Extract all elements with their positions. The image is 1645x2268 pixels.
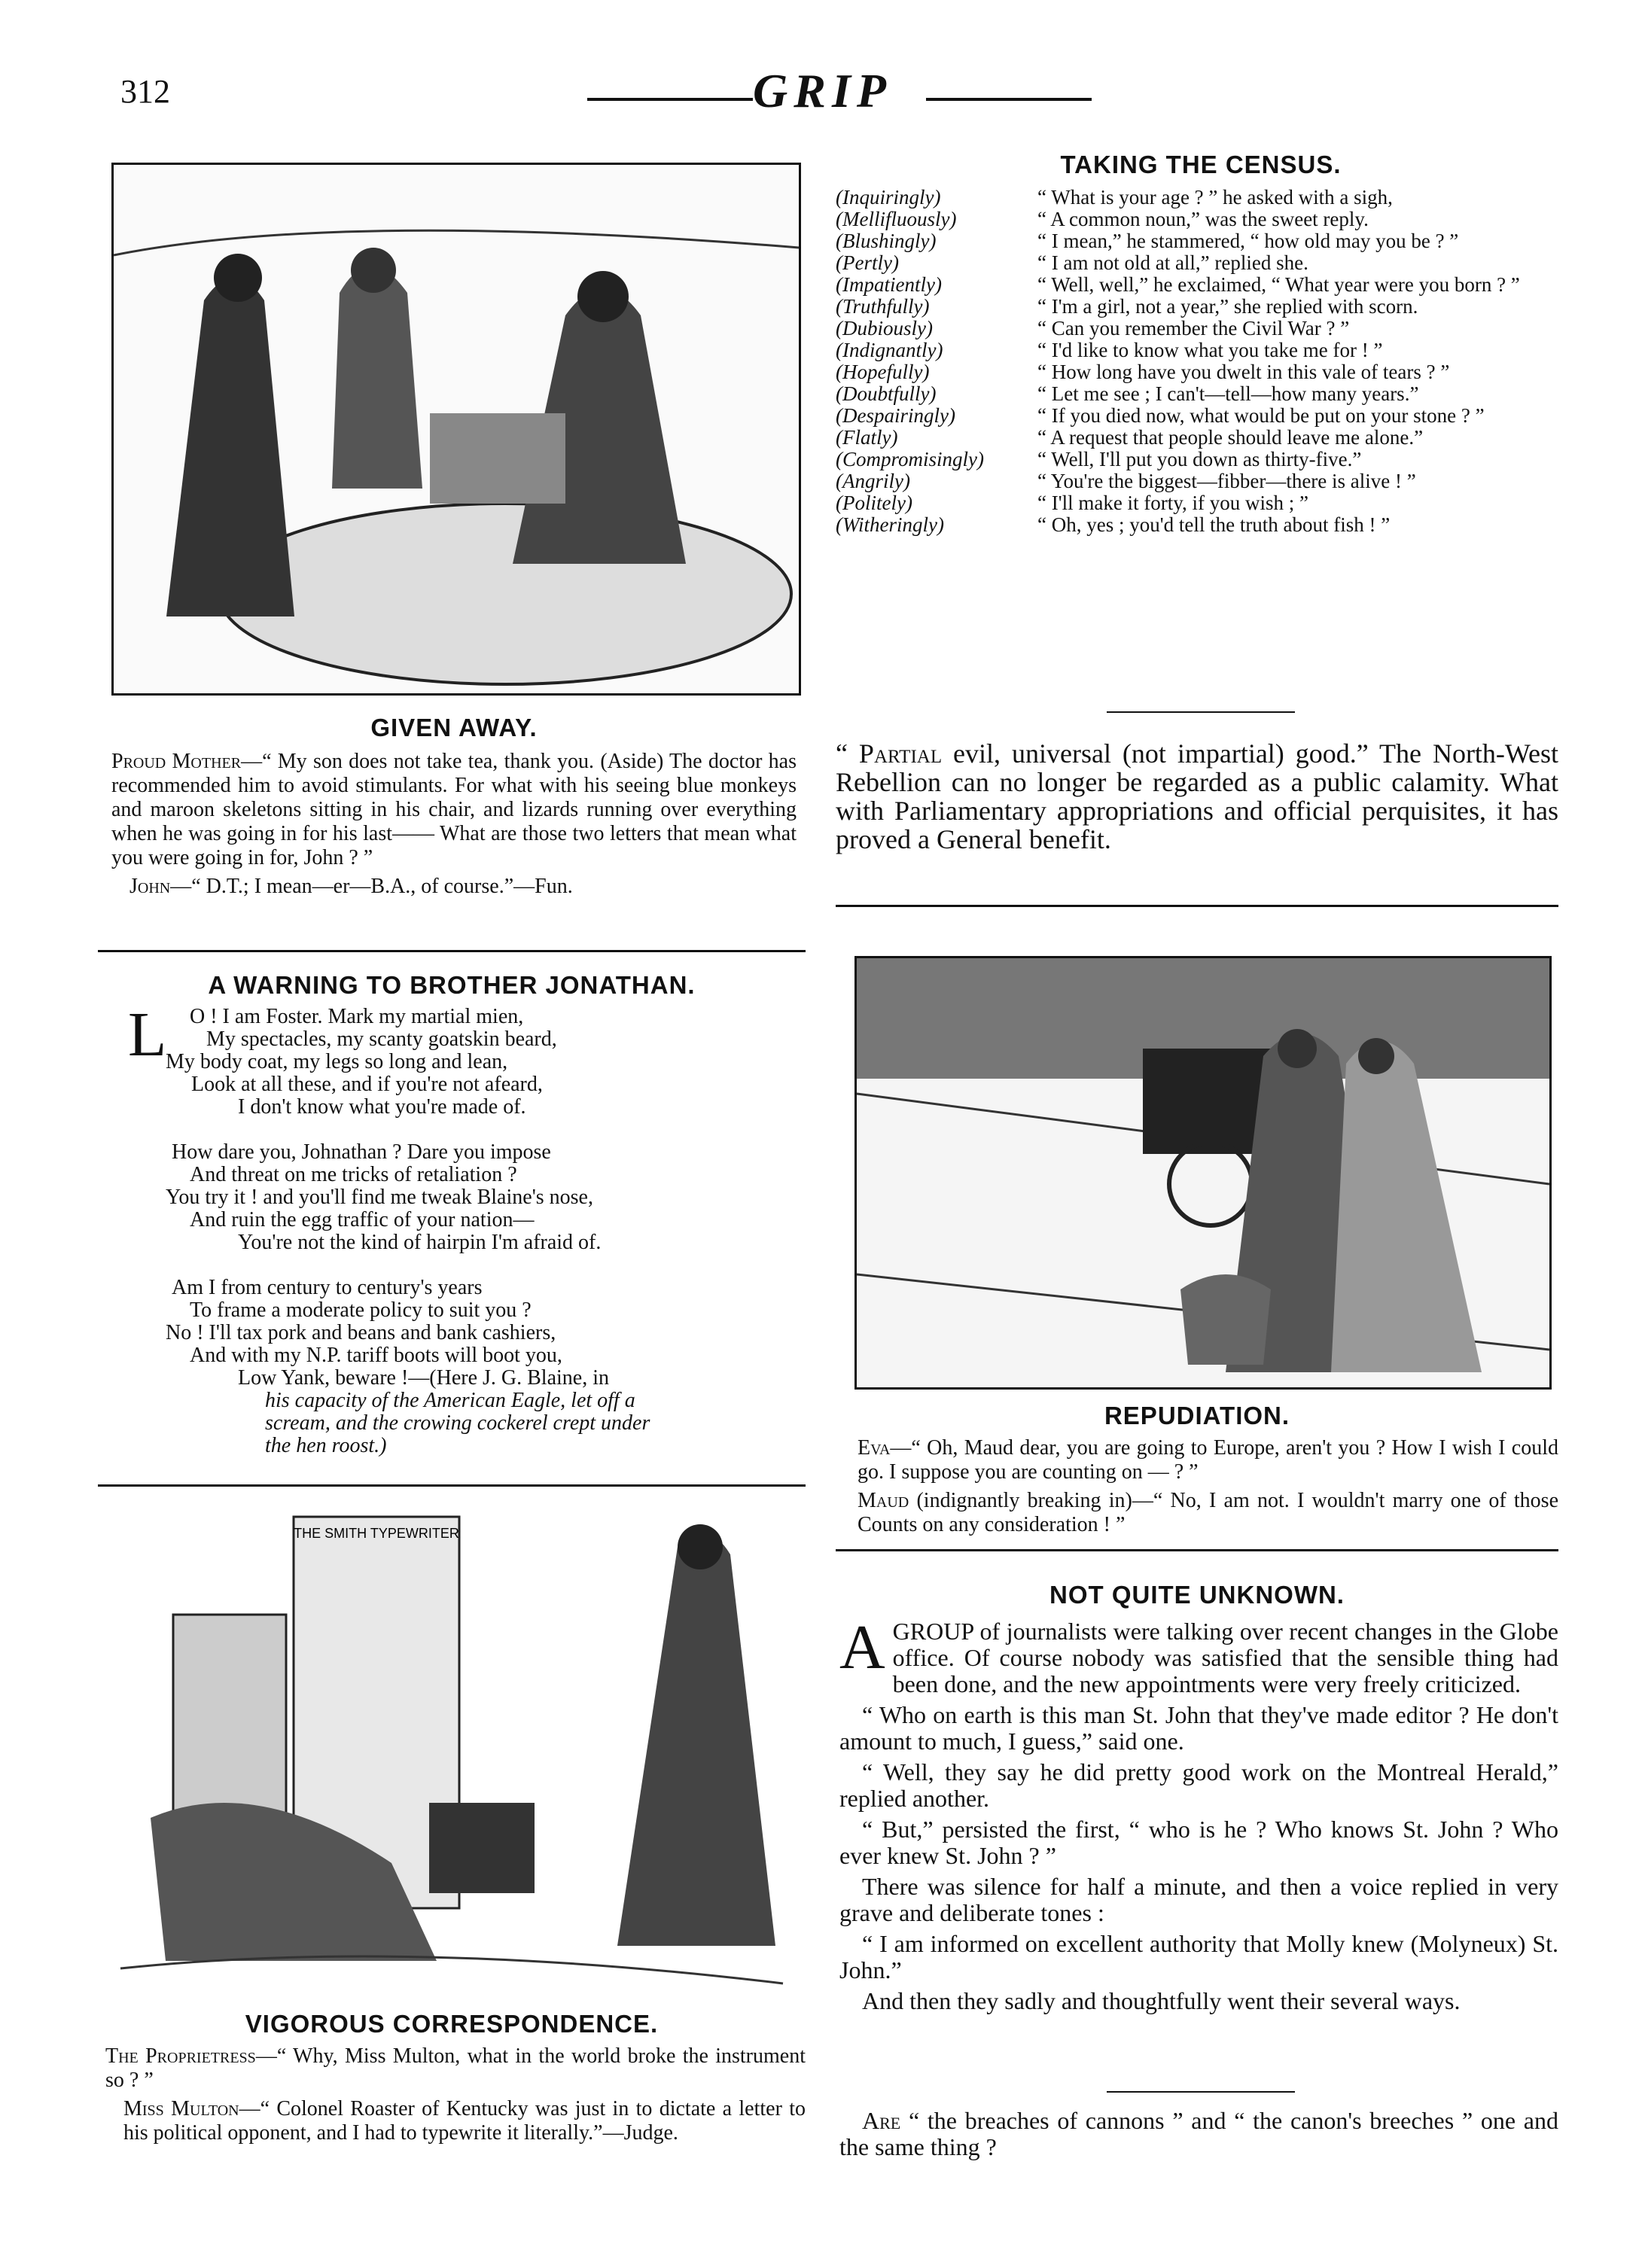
census-adverb: (Compromisingly) [836,448,984,470]
census-row [836,405,1566,427]
divider [98,1484,806,1487]
speaker-eva: Eva [858,1436,891,1460]
census-line: “ I'd like to know what you take me for ! ” [1037,339,1383,361]
census-row [836,383,1566,405]
census-adverb: (Witheringly) [836,513,944,536]
census-row [836,449,1566,470]
unknown-para: GROUP of journalists were talking over recent changes in the Globe office. Of course nobody was satisfied that the sensible thing had been done, and the new appointments were very freely criticized. [892,1618,1558,1697]
partial-evil-text [836,739,1558,854]
census-line: “ Well, I'll put you down as thirty-five.” [1037,448,1362,470]
census-adverb: (Blushingly) [836,230,937,252]
warning-poem [128,1000,806,1457]
census-row [836,209,1566,230]
poem-line: O ! I am Foster. Mark my martial mien, [190,1005,524,1028]
poem-line: I don't know what you're made of. [238,1095,526,1119]
poem-line: My body coat, my legs so long and lean, [166,1050,508,1073]
census-adverb: (Dubiously) [836,317,933,339]
unknown-para: And then they sadly and thoughtfully went their several ways. [862,1987,1461,2014]
given-away-text [111,750,797,903]
cannons-body: “ the breaches of cannons ” and “ the canon's breeches ” one and the same thing ? [839,2107,1558,2160]
census-line: “ I mean,” he stammered, “ how old may you be ? ” [1037,230,1459,252]
census-row [836,492,1566,514]
census-line: “ You're the biggest—fibber—there is alive ! ” [1037,470,1416,492]
header-rule-right [926,98,1092,101]
unknown-para: “ Well, they say he did pretty good work on the Montreal Herald,” replied another. [839,1758,1558,1812]
census-row [836,318,1566,339]
poem-line: You try it ! and you'll find me tweak Blaine's nose, [166,1186,593,1209]
poem-line: Look at all these, and if you're not afeard, [191,1073,543,1096]
census-row [836,339,1566,361]
census-line: “ Let me see ; I can't—tell—how many years.” [1037,382,1419,405]
short-divider [1107,711,1295,713]
repudiation-text [839,1436,1558,1542]
poem-line: the hen roost.) [265,1434,387,1457]
census-row [836,427,1566,449]
census-adverb: (Flatly) [836,426,898,449]
census-row [836,470,1566,492]
census-adverb: (Indignantly) [836,339,943,361]
census-line: “ I am not old at all,” replied she. [1037,251,1308,274]
unknown-dropcap: A [839,1612,885,1682]
divider [836,1549,1558,1551]
census-line: “ I'll make it forty, if you wish ; ” [1037,492,1309,514]
poem-line: You're not the kind of hairpin I'm afraid of. [238,1231,602,1254]
census-line: “ What is your age ? ” he asked with a sigh, [1037,186,1393,209]
census-line: “ A request that people should leave me alone.” [1037,426,1424,449]
speaker-proprietress: The Proprietress [105,2044,256,2068]
divider [836,905,1558,907]
unknown-title: NOT QUITE UNKNOWN. [1049,1581,1345,1609]
typewriter-sign: THE SMITH TYPEWRITER [294,1526,459,1541]
poem-line: To frame a moderate policy to suit you ? [190,1298,532,1322]
speaker-maud: Maud [858,1489,909,1512]
census-row [836,274,1566,296]
vigorous-text [105,2044,806,2150]
census-line: “ A common noun,” was the sweet reply. [1037,208,1369,230]
poem-line: No ! I'll tax pork and beans and bank cashiers, [166,1321,556,1344]
census-row [836,361,1566,383]
census-line: “ Oh, yes ; you'd tell the truth about fish ! ” [1037,513,1391,536]
census-line: “ Well, well,” he exclaimed, “ What year were you born ? ” [1037,273,1520,296]
given-away-illustration [111,163,801,696]
census-adverb: (Impatiently) [836,273,942,296]
page-number: 312 [120,73,170,110]
warning-dropcap: L [128,1000,167,1070]
divider [98,950,806,952]
poem-line: And threat on me tricks of retaliation ? [190,1163,517,1186]
census-row [836,296,1566,318]
vigorous-line1: —“ Why, Miss Multon, what in the world broke the instrument so ? ” [105,2044,806,2092]
census-row [836,514,1566,536]
vigorous-line2: —“ Colonel Roaster of Kentucky was just in to dictate a letter to his political opponent, and I had to typewrite it literally.”—Judge. [123,2097,806,2145]
speaker-miss-multon: Miss Multon [123,2097,239,2120]
poem-line: And ruin the egg traffic of your nation— [190,1208,535,1231]
unknown-para: There was silence for half a minute, and then a voice replied in very grave and deliberate tones : [839,1873,1558,1926]
census-line: “ Can you remember the Civil War ? ” [1037,317,1350,339]
poem-line: Low Yank, beware !—(Here J. G. Blaine, in [238,1366,609,1390]
census-adverb: (Inquiringly) [836,186,941,209]
census-adverb: (Despairingly) [836,404,955,427]
poem-line: How dare you, Johnathan ? Dare you impose [172,1140,551,1164]
unknown-para: “ But,” persisted the first, “ who is he ? Who knows St. John ? Who ever knew St. John ? ” [839,1816,1558,1869]
repudiation-title: REPUDIATION. [1104,1402,1290,1429]
cannons-lead: Are [862,2107,901,2134]
vigorous-title: VIGOROUS CORRESPONDENCE. [245,2010,659,2038]
census-line: “ I'm a girl, not a year,” she replied with scorn. [1037,295,1418,318]
census-adverb: (Pertly) [836,251,899,274]
census-row [836,230,1566,252]
unknown-text [839,1612,1558,2019]
census-adverb: (Angrily) [836,470,910,492]
speaker-john: John [129,875,171,898]
census-adverb: (Doubtfully) [836,382,937,405]
vigorous-correspondence-illustration [105,1502,798,1999]
census-line: “ If you died now, what would be put on your stone ? ” [1037,404,1485,427]
census-row [836,187,1566,209]
census-adverb: (Truthfully) [836,295,930,318]
census-line: “ How long have you dwelt in this vale of tears ? ” [1037,361,1450,383]
census-adverb: (Politely) [836,492,912,514]
warning-title: A WARNING TO BROTHER JONATHAN. [208,971,696,999]
masthead-title: GRIP [753,64,892,117]
poem-line: And with my N.P. tariff boots will boot you, [190,1344,562,1367]
partial-evil-body: evil, universal (not impartial) good.” The North-West Rebellion can no longer be regarded as a public calamity. What with Parliamentary appropriations and official perquisites, it has proved a General benefit. [836,738,1559,854]
census-poem [836,187,1566,536]
cannons-text [839,2108,1558,2160]
census-row [836,252,1566,274]
repudiation-line2: (indignantly breaking in)—“ No, I am not. I wouldn't marry one of those Counts on any consideration ! ” [858,1489,1558,1536]
partial-evil-lead: “ Partial [836,738,943,769]
given-away-line2: —“ D.T.; I mean—er—B.A., of course.”—Fun. [170,875,573,898]
poem-line: scream, and the crowing cockerel crept under [265,1411,650,1435]
poem-line: My spectacles, my scanty goatskin beard, [206,1027,557,1051]
speaker-proud-mother: Proud Mother [111,750,242,773]
unknown-para: “ Who on earth is this man St. John that they've made editor ? He don't amount to much, I guess,” said one. [839,1701,1558,1755]
poem-line: Am I from century to century's years [172,1276,483,1299]
repudiation-line1: —“ Oh, Maud dear, you are going to Europe, aren't you ? How I wish I could go. I suppose you are counting on — ? ” [858,1436,1558,1484]
short-divider [1107,2091,1295,2093]
census-adverb: (Mellifluously) [836,208,957,230]
poem-line: his capacity of the American Eagle, let off a [265,1389,635,1412]
given-away-line1: —“ My son does not take tea, thank you. (Aside) The doctor has recommended him to avoid stimulants. For what with his seeing blue monkeys and maroon skeletons sitting in his chair, and lizards running over everything when he was going in for his last—— What are those two letters that mean what you were going in for, John ? ” [111,750,797,869]
repudiation-illustration [854,956,1552,1390]
census-adverb: (Hopefully) [836,361,930,383]
given-away-title: GIVEN AWAY. [370,714,538,741]
census-title: TAKING THE CENSUS. [1060,151,1342,178]
unknown-para: “ I am informed on excellent authority that Molly knew (Molyneux) St. John.” [839,1930,1558,1983]
